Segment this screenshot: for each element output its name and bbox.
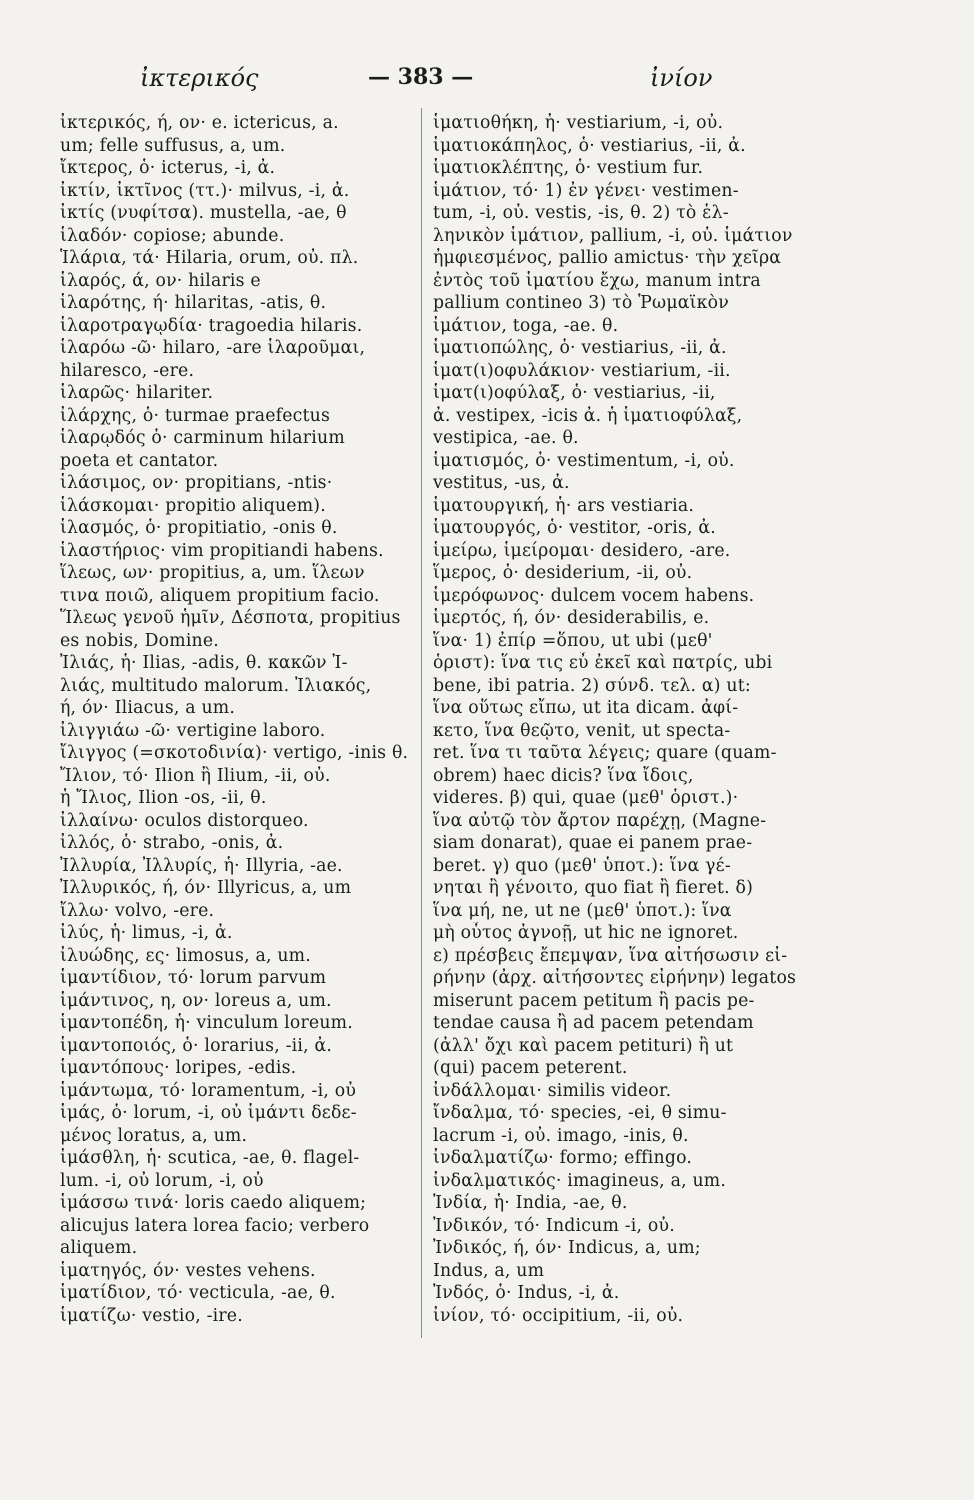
dictionary-line: vestitus, -us, ἀ. (433, 473, 570, 493)
dictionary-line: ἱλάσκομαι· propitio aliquem). (60, 495, 326, 516)
dictionary-line: um; felle suffusus, a, um. (60, 135, 286, 156)
dictionary-line: ἱμερτός, ή, όν· desiderabilis, e. (433, 608, 710, 628)
dictionary-line: ἰκτίς (νυφίτσα). mustella, -ae, θ (60, 203, 347, 223)
dictionary-line: ἰκτερικός, ή, ον· e. ictericus, a. (60, 113, 339, 133)
dictionary-line: λιάς, multitudo malorum. Ἰλιακός, (60, 675, 372, 696)
dictionary-line: ή, όν· Iliacus, a um. (60, 698, 236, 718)
dictionary-line: ἀ. vestipex, -icis ἀ. ἡ ἱματιοφύλαξ, (433, 405, 743, 426)
dictionary-line: miserunt pacem petitum ἢ pacis pe- (433, 990, 755, 1011)
dictionary-line: ἵλεως, ων· propitius, a, um. ἵλεων (60, 563, 365, 583)
dictionary-line: τινα ποιῶ, aliquem propitium facio. (60, 585, 380, 606)
dictionary-line: ἵνα οὕτως εἴπω, ut ita dicam. ἀφί- (433, 698, 739, 718)
dictionary-line: ἱμάς, ὁ· lorum, -i, οὐ ἱμάντι δεδε- (60, 1103, 357, 1123)
dictionary-line: ἰνδάλλομαι· similis videor. (433, 1080, 672, 1101)
dictionary-line: ἱλαδόν· copiose; abunde. (60, 225, 285, 246)
dictionary-line: ἰλλός, ὁ· strabo, -onis, ἀ. (60, 833, 284, 853)
dictionary-line: ἵνα αὐτῷ τὸν ἄρτον παρέχῃ, (Magne- (433, 810, 767, 831)
dictionary-line: (ἀλλ' ὄχι καὶ pacem petituri) ἢ ut (433, 1035, 734, 1056)
dictionary-line: ἴλλω· volvo, -ere. (60, 900, 215, 921)
dictionary-line: ε) πρέσβεις ἔπεμψαν, ἵνα αἰτήσωσιν εἰ- (433, 945, 788, 966)
dictionary-line: ἱματιοκλέπτης, ὁ· vestium fur. (433, 158, 704, 178)
dictionary-line: ἱμείρω, ἱμείρομαι· desidero, -are. (433, 540, 731, 561)
dictionary-line: tum, -i, οὐ. vestis, -is, θ. 2) τὸ ἑλ- (433, 203, 729, 223)
dictionary-line: ἱμαντόπους· loripes, -edis. (60, 1058, 297, 1078)
dictionary-line: ἱματίζω· vestio, -ire. (60, 1305, 243, 1326)
dictionary-line: ἰλύς, ἡ· limus, -i, ἀ. (60, 923, 233, 943)
dictionary-line: ἱματίδιον, τό· vecticula, -ae, θ. (60, 1283, 336, 1303)
dictionary-line: ἰλλαίνω· oculos distorqueo. (60, 810, 309, 831)
dictionary-line: μὴ οὗτος ἀγνοῇ, ut hic ne ignoret. (433, 923, 739, 943)
dictionary-line: pallium contineo 3) τὸ Ῥωμαϊκὸν (433, 293, 729, 313)
dictionary-line: poeta et cantator. (60, 450, 219, 471)
dictionary-line: ἵνα· 1) ἐπίρ =ὅπου, ut ubi (μεθ' (433, 630, 713, 651)
dictionary-line: ἱματιοπώλης, ὁ· vestiarius, -ii, ἀ. (433, 338, 727, 358)
dictionary-line: ἱλάσιμος, ον· propitians, -ntis· (60, 473, 333, 493)
dictionary-line: tendae causa ἢ ad pacem petendam (433, 1013, 754, 1033)
dictionary-line: ἱμαντοποιός, ὁ· lorarius, -ii, ἀ. (60, 1035, 333, 1056)
dictionary-line: ἱμάσσω τινά· loris caedo aliquem; (60, 1193, 367, 1213)
left-column (60, 112, 420, 1327)
dictionary-line: Ἵλεως γενοῦ ἡμῖν, Δέσποτα, propitius (60, 608, 401, 628)
dictionary-line: (qui) pacem peterent. (433, 1058, 628, 1078)
dictionary-line: ἰλάρχης, ὁ· turmae praefectus (60, 405, 331, 426)
dictionary-line: ἰνίον, τό· occipitium, -ii, οὐ. (433, 1305, 684, 1326)
dictionary-line: es nobis, Domine. (60, 630, 219, 651)
dictionary-line: ἰκτίν, ἰκτῖνος (ττ.)· milvus, -i, ἀ. (60, 180, 350, 201)
dictionary-line: ἱμάντωμα, τό· loramentum, -i, οὐ (60, 1080, 357, 1101)
page-header (0, 58, 974, 98)
dictionary-line: ἱλαρῳδός ὁ· carminum hilarium (60, 428, 345, 448)
dictionary-line: ἱλαρός, ά, ον· hilaris e (60, 270, 261, 291)
dictionary-line: ἱμαντοπέδη, ἡ· vinculum loreum. (60, 1013, 353, 1033)
dictionary-line: siam donarat), quae ei panem prae- (433, 833, 753, 853)
dictionary-line: hilaresco, -ere. (60, 360, 195, 381)
dictionary-line: ἱλαρότης, ή· hilaritas, -atis, θ. (60, 293, 327, 313)
dictionary-line: ἰλιγγιάω -ῶ· vertigine laboro. (60, 720, 326, 741)
dictionary-line: vestipica, -ae. θ. (433, 428, 579, 448)
header-right-word: ἰνίον (650, 64, 713, 92)
dictionary-line: νηται ἢ γένοιτο, quo fiat ἢ fieret. δ) (433, 878, 754, 898)
dictionary-line: ἱλαστήριος· vim propitiandi habens. (60, 540, 384, 561)
dictionary-line: ὁριστ): ἵνα τις εὖ ἐκεῖ καὶ πατρίς, ubi (433, 653, 773, 673)
dictionary-line: ἱλασμός, ὁ· propitiatio, -onis θ. (60, 518, 338, 538)
dictionary-line: videres. β) qui, quae (μεθ' ὁριστ.)· (433, 788, 739, 808)
dictionary-line: ἴνδαλμα, τό· species, -ei, θ simu- (433, 1103, 727, 1123)
header-left-word: ἰκτερικός (140, 64, 259, 92)
dictionary-line: ἱμαντίδιον, τό· lorum parvum (60, 968, 327, 988)
column-divider (421, 108, 422, 1338)
dictionary-line: ἠμφιεσμένος, pallio amictus· τὴν χεῖρα (433, 248, 782, 268)
dictionary-line: ἰνδαλματικός· imagineus, a, um. (433, 1170, 727, 1191)
dictionary-line: ἱμάτιον, toga, -ae. θ. (433, 315, 619, 336)
dictionary-line: ἱματιοθήκη, ἡ· vestiarium, -i, οὐ. (433, 113, 724, 133)
dictionary-line: ἱμάτιον, τό· 1) ἐν γένει· vestimen- (433, 180, 739, 201)
dictionary-line: ἱματουργός, ὁ· vestitor, -oris, ἀ. (433, 518, 716, 538)
right-column (425, 112, 802, 1327)
dictionary-line: ἱματιοκάπηλος, ὁ· vestiarius, -ii, ἀ. (433, 135, 746, 156)
dictionary-line: bene, ibi patria. 2) σύνδ. τελ. α) ut: (433, 675, 751, 696)
dictionary-line: beret. γ) quo (μεθ' ὑποτ.): ἵνα γέ- (433, 855, 731, 876)
dictionary-line: ἱλαρῶς· hilariter. (60, 383, 214, 403)
dictionary-line: ἵμερος, ὁ· desiderium, -ii, οὐ. (433, 563, 693, 583)
dictionary-line: μένος loratus, a, um. (60, 1125, 248, 1146)
dictionary-line: ἱματ(ι)οφυλάκιον· vestiarium, -ii. (433, 360, 731, 381)
dictionary-line: Ἰλλυρικός, ή, όν· Illyricus, a, um (60, 878, 352, 898)
dictionary-line: Ἰλιάς, ἡ· Ilias, -adis, θ. κακῶν Ἰ- (60, 653, 348, 673)
dictionary-line: ἱλαροτραγῳδία· tragoedia hilaris. (60, 315, 363, 336)
dictionary-line: ἰνδαλματίζω· formo; effingo. (433, 1148, 693, 1168)
dictionary-line: ἵνα μή, ne, ut ne (μεθ' ὑποτ.): ἵνα (433, 900, 732, 921)
dictionary-line: Ἰνδία, ἡ· India, -ae, θ. (433, 1193, 628, 1213)
dictionary-line: ret. ἵνα τι ταῦτα λέγεις; quare (quam- (433, 743, 777, 763)
dictionary-line: Ἰλλυρία, Ἰλλυρίς, ἡ· Illyria, -ae. (60, 855, 343, 876)
dictionary-line: ἱλαρόω -ῶ· hilaro, -are ἱλαροῦμαι, (60, 338, 366, 358)
dictionary-line: ἡ Ἴλιος, Ilion -os, -ii, θ. (60, 788, 267, 808)
dictionary-line: aliquem. (60, 1238, 138, 1258)
dictionary-line: Indus, a, um (433, 1260, 545, 1281)
dictionary-line: ρήνην (ἀρχ. αἰτήσοντες εἰρήνην) legatos (433, 968, 797, 988)
dictionary-line: lum. -i, οὐ lorum, -i, οὐ (60, 1170, 264, 1191)
dictionary-line: κετο, ἵνα θεῷτο, venit, ut specta- (433, 720, 731, 741)
dictionary-line: ἱμερόφωνος· dulcem vocem habens. (433, 585, 755, 606)
dictionary-line: lacrum -i, οὐ. imago, -inis, θ. (433, 1125, 689, 1146)
page-number: — 383 — (368, 64, 474, 90)
dictionary-line: alicujus latera lorea facio; verbero (60, 1215, 370, 1236)
dictionary-line: ἱματηγός, όν· vestes vehens. (60, 1260, 316, 1281)
dictionary-line: ἴλιγγος (=σκοτοδινία)· vertigo, -inis θ. (60, 743, 409, 763)
dictionary-line: Ἰνδικός, ή, όν· Indicus, a, um; (433, 1238, 701, 1258)
dictionary-line: ἱματ(ι)οφύλαξ, ὁ· vestiarius, -ii, (433, 383, 716, 403)
dictionary-line: ἱματισμός, ὁ· vestimentum, -i, οὐ. (433, 450, 735, 471)
dictionary-line: ληνικὸν ἱμάτιον, pallium, -i, οὐ. ἱμάτιον (433, 225, 793, 246)
dictionary-line: Ἱλάρια, τά· Hilaria, orum, οὐ. πλ. (60, 248, 359, 268)
dictionary-line: Ἴλιον, τό· Ilion ἢ Ilium, -ii, οὐ. (60, 765, 331, 786)
dictionary-line: obrem) haec dicis? ἵνα ἴδοις, (433, 765, 694, 786)
dictionary-line: ἴκτερος, ὁ· icterus, -i, ἀ. (60, 158, 276, 178)
dictionary-line: ἱματουργική, ἡ· ars vestiaria. (433, 495, 695, 516)
dictionary-line: Ἰνδός, ὁ· Indus, -i, ἀ. (433, 1283, 620, 1303)
dictionary-line: ἱμάσθλη, ἡ· scutica, -ae, θ. flagel- (60, 1148, 360, 1168)
dictionary-line: ἱμάντινος, η, ον· loreus a, um. (60, 990, 332, 1011)
dictionary-line: ἐντὸς τοῦ ἱματίου ἔχω, manum intra (433, 270, 761, 291)
dictionary-line: ἰλυώδης, ες· limosus, a, um. (60, 945, 311, 966)
dictionary-line: Ἰνδικόν, τό· Indicum -i, οὐ. (433, 1215, 675, 1236)
